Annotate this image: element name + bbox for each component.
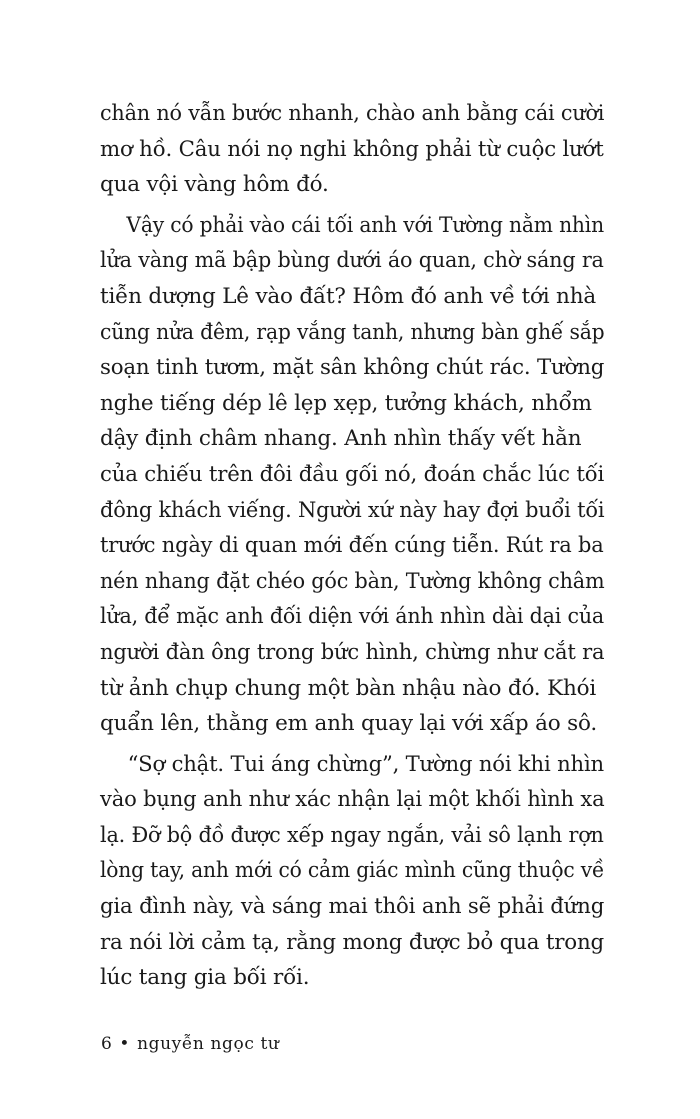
text-line: lúc tang gia bối rối. <box>100 965 310 991</box>
text-line: trước ngày di quan mới đến cúng tiễn. Rút ra ba <box>100 533 604 559</box>
text-line: Vậy có phải vào cái tối anh với Tường nằm nhìn <box>126 212 604 238</box>
text-line: soạn tinh tươm, mặt sân không chút rác. Tường <box>100 355 605 381</box>
text-line: “Sợ chật. Tui áng chừng”, Tường nói khi nhìn <box>127 751 604 777</box>
text-line: dậy định châm nhang. Anh nhìn thấy vết hằn <box>100 426 582 452</box>
text-line: ra nói lời cảm tạ, rằng mong được bỏ qua trong <box>100 929 604 955</box>
author-name: nguyễn ngọc tư <box>137 1034 280 1054</box>
text-line: nghe tiếng dép lê lẹp xẹp, tưởng khách, nhổm <box>100 390 592 416</box>
text-line: lửa, để mặc anh đối diện với ánh nhìn dài dại của <box>100 604 605 630</box>
paragraph <box>100 208 604 742</box>
text-line: lạ. Đỡ bộ đồ được xếp ngay ngắn, vải sô lạnh rợn <box>100 822 604 848</box>
text-line: tiễn dượng Lê vào đất? Hôm đó anh về tới nhà <box>100 283 596 309</box>
page-number: 6 <box>101 1034 113 1054</box>
text-line: vào bụng anh như xác nhận lại một khối hình xa <box>100 787 605 813</box>
text-line: chân nó vẫn bước nhanh, chào anh bằng cái cười <box>100 101 605 126</box>
text-line: từ ảnh chụp chung một bàn nhậu nào đó. Khói <box>100 675 597 701</box>
text-line: quẩn lên, thằng em anh quay lại với xấp áo sô. <box>100 711 597 737</box>
text-line: lòng tay, anh mới có cảm giác mình cũng thuộc về <box>100 858 605 884</box>
text-line: đông khách viếng. Người xứ này hay đợi buổi tối <box>100 497 605 523</box>
body-text <box>100 96 604 1001</box>
text-line: mơ hồ. Câu nói nọ nghi không phải từ cuộc lướt <box>100 136 604 162</box>
paragraph <box>100 747 604 996</box>
text-line: gia đình này, và sáng mai thôi anh sẽ phải đứng <box>100 894 605 920</box>
text-line: nén nhang đặt chéo góc bàn, Tường không châm <box>100 568 605 594</box>
text-line: của chiếu trên đôi đầu gối nó, đoán chắc lúc tối <box>100 461 605 487</box>
text-line: qua vội vàng hôm đó. <box>100 172 329 198</box>
text-line: người đàn ông trong bức hình, chừng như cắt ra <box>100 639 605 665</box>
page-footer <box>101 1034 279 1054</box>
text-line: lửa vàng mã bập bùng dưới áo quan, chờ sáng ra <box>100 248 604 274</box>
paragraph <box>100 96 604 203</box>
folio-separator: • <box>119 1034 131 1054</box>
text-line: cũng nửa đêm, rạp vắng tanh, nhưng bàn ghế sắp <box>100 319 605 345</box>
